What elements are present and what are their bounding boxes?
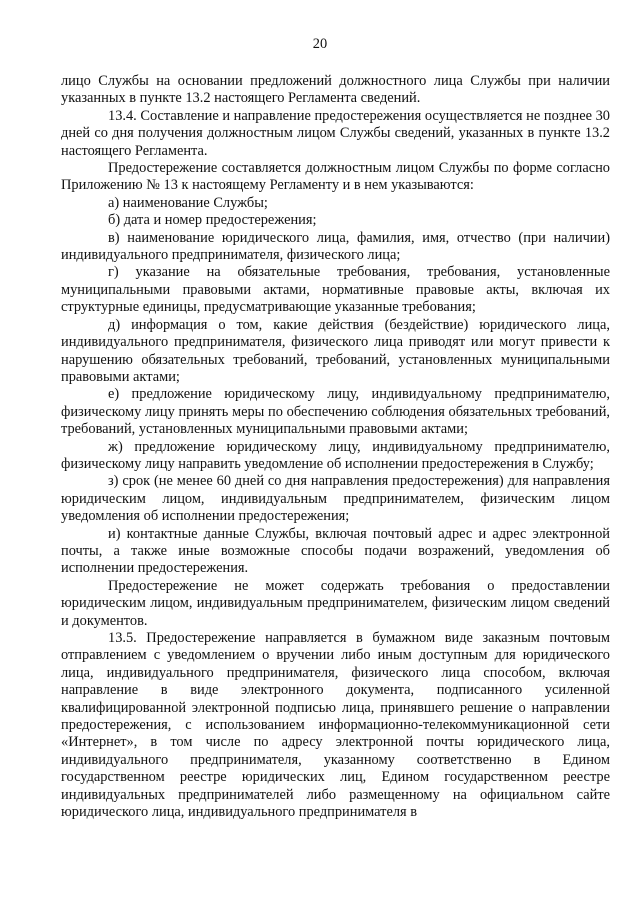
list-item-d: д) информация о том, какие действия (бездействие) юридического лица, индивидуального предпринимателя, физического лица приводят или могут привести к нарушению обязательных требований, требований, установленных муниципальными правовыми актами; <box>61 316 610 385</box>
page-number: 20 <box>312 36 328 52</box>
paragraph-13-5: 13.5. Предостережение направляется в бумажном виде заказным почтовым отправлением с уведомлением о вручении либо иным доступным для юридического лица, индивидуального предпринимателя, физического лица способом, включая направление в виде электронного документа, подписанного усиленной квалифицированной электронной подписью лица, принявшего решение о направлении предостережения, с использованием информационно-телекоммуникационной сети «Интернет», в том числе по адресу электронной почты юридического лица, индивидуального предпринимателя, указанному соответственно в Едином государственном реестре юридических лиц, Едином государственном реестре индивидуальных предпринимателей либо размещенному на официальном сайте юридического лица, индивидуального предпринимателя в <box>61 630 610 821</box>
list-item-v: в) наименование юридического лица, фамилия, имя, отчество (при наличии) индивидуального предпринимателя, физического лица; <box>61 229 610 264</box>
list-item-g: г) указание на обязательные требования, требования, установленные муниципальными правовыми актами, нормативные правовые акты, включая их структурные единицы, предусматривающие указанные требования; <box>61 264 610 316</box>
paragraph-restriction: Предостережение не может содержать требования о предоставлении юридическим лицом, индивидуальным предпринимателем, физическим лицом сведений и документов. <box>61 577 610 629</box>
paragraph-13-4: 13.4. Составление и направление предостережения осуществляется не позднее 30 дней со дня получения должностным лицом Службы сведений, указанных в пункте 13.2 настоящего Регламента. <box>61 107 610 159</box>
list-item-e: е) предложение юридическому лицу, индивидуальному предпринимателю, физическому лицу принять меры по обеспечению соблюдения обязательных требований, требований, установленных муниципальными правовыми актами; <box>61 386 610 438</box>
list-item-zh: ж) предложение юридическому лицу, индивидуальному предпринимателю, физическому лицу направить уведомление об исполнении предостережения в Службу; <box>61 438 610 472</box>
list-item-i: и) контактные данные Службы, включая почтовый адрес и адрес электронной почты, а также иные возможные способы подачи возражений, уведомления об исполнении предостережения. <box>61 525 610 577</box>
paragraph-continuation: лицо Службы на основании предложений должностного лица Службы при наличии указанных в пункте 13.2 настоящего Регламента сведений. <box>61 73 610 107</box>
document-body <box>61 73 610 821</box>
list-item-a: а) наименование Службы; <box>108 194 268 211</box>
paragraph-warning-form: Предостережение составляется должностным лицом Службы по форме согласно Приложению № 13 к настоящему Регламенту и в нем указываются: <box>61 160 610 194</box>
list-item-b: б) дата и номер предостережения; <box>108 212 317 229</box>
list-item-z: з) срок (не менее 60 дней со дня направления предостережения) для направления юридическим лицом, индивидуальным предпринимателем, физическим лицом уведомления об исполнении предостережения; <box>61 473 610 525</box>
